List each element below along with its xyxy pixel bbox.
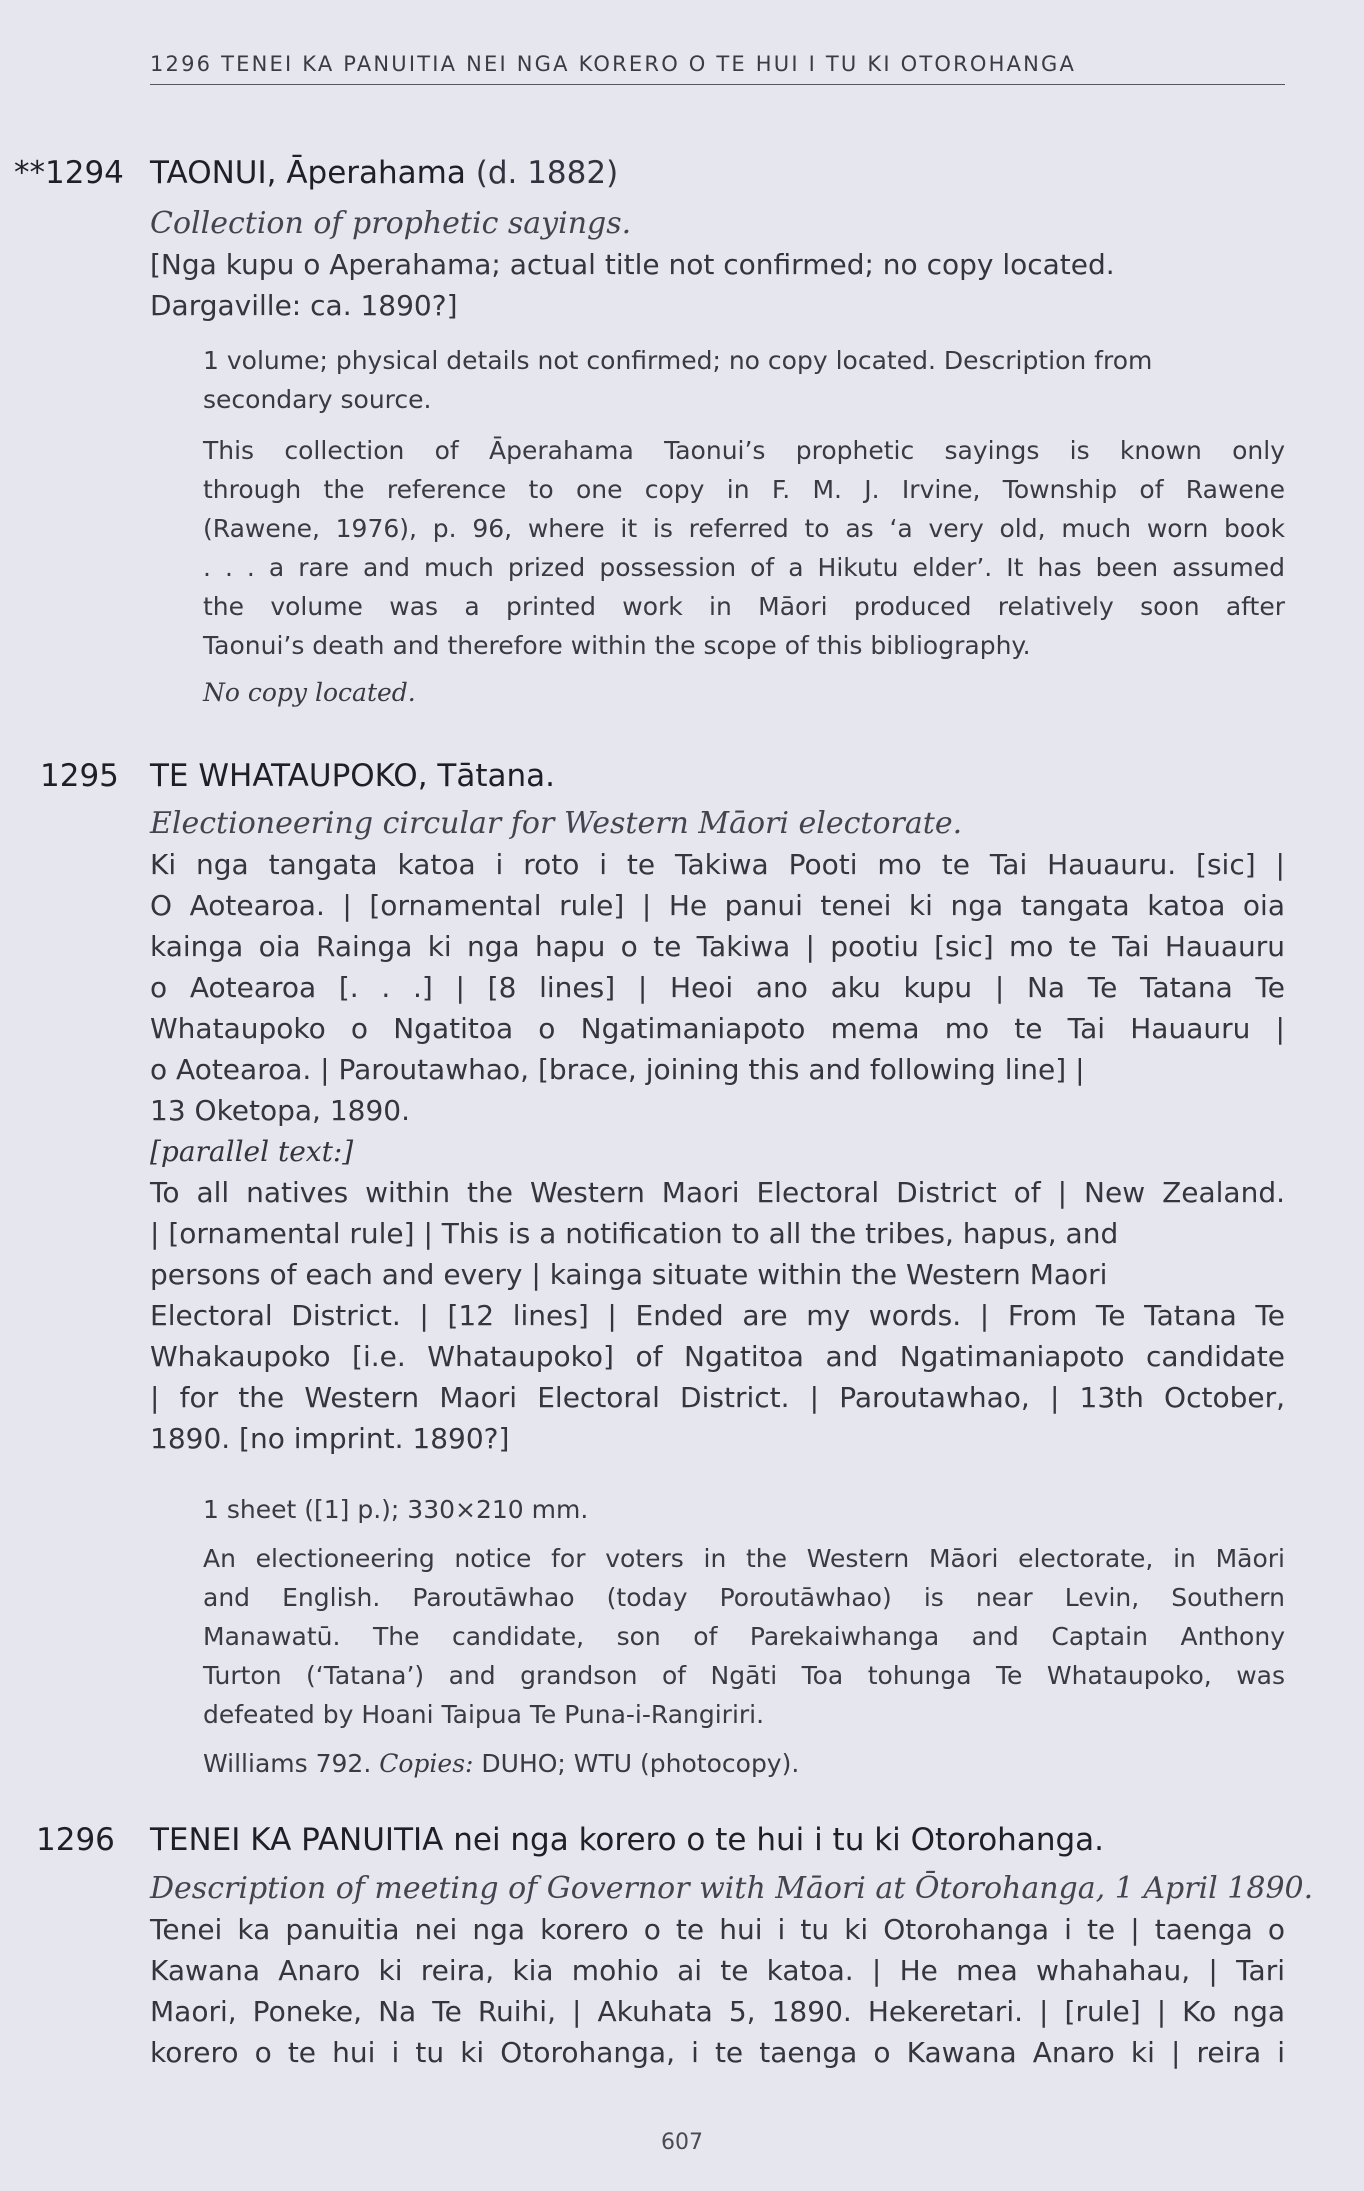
entry-subtitle: Description of meeting of Governor with Māori at Ōtorohanga, 1 April 1890. [150,1871,1314,1906]
transcription-line: Ki nga tangata katoa i roto i te Takiwa Pooti mo te Tai Hauauru. [sic] | [150,848,1285,881]
refs-label: Copies: [379,1749,474,1778]
physical-description [203,341,1285,419]
entry-notes [203,341,1285,712]
entry-number: 1295 [40,758,119,794]
transcription-line: o Aotearoa. | Paroutawhao, [brace, joining this and following line] | [150,1053,1085,1086]
entry-body [150,1868,1314,2073]
transcription-line: o Aotearoa [. . .] | [8 lines] | Heoi ano aku kupu | Na Te Tatana Te [150,971,1285,1004]
transcription-line: kainga oia Rainga ki nga hapu o te Takiwa | pootiu [sic] mo te Tai Hauauru [150,930,1285,963]
entry-heading: TENEI KA PANUITIA nei nga korero o te hui i tu ki Otorohanga. [150,1822,1104,1858]
entry-notes [203,1490,1285,1783]
title-transcription [150,844,1285,1459]
physical-description [203,1490,1285,1529]
note-line: Turton (‘Tatana’) and grandson of Ngāti Toa tohunga Te Whataupoko, was [203,1661,1285,1690]
transcription-line: 1890. [no imprint. 1890?] [150,1422,510,1455]
transcription-line: | [ornamental rule] | This is a notification to all the tribes, hapus, and [150,1217,1119,1250]
annotation [203,431,1285,665]
entry-subtitle: Collection of prophetic sayings. [150,206,632,241]
transcription-line: Maori, Poneke, Na Te Ruihi, | Akuhata 5, 1890. Hekeretari. | [rule] | Ko nga [150,1995,1285,2028]
transcription-line: persons of each and every | kainga situate within the Western Maori [150,1258,1108,1291]
note-line: through the reference to one copy in F. M. J. Irvine, Township of Rawene [203,475,1285,504]
refs-prefix: Williams 792. [203,1749,372,1778]
transcription-line: Electoral District. | [12 lines] | Ended are my words. | From Te Tatana Te [150,1299,1285,1332]
transcription-line: Dargaville: ca. 1890?] [150,289,458,322]
running-head: 1296 TENEI KA PANUITIA NEI NGA KORERO O TE HUI I TU KI OTOROHANGA [150,52,1285,85]
note-line: Manawatū. The candidate, son of Parekaiwhanga and Captain Anthony [203,1622,1285,1651]
copies-note: No copy located. [203,678,416,707]
entry-heading [150,155,618,191]
references-note [203,1744,1285,1783]
note-line: This collection of Āperahama Taonui’s prophetic sayings is known only [203,436,1285,465]
refs-value: DUHO; WTU (photocopy). [481,1749,800,1778]
title-transcription [150,1909,1285,2073]
entry-body [150,803,1285,1459]
note-line: the volume was a printed work in Māori produced relatively soon after [203,592,1285,621]
transcription-line: 13 Oketopa, 1890. [150,1094,411,1127]
note-line: . . . a rare and much prized possession of a Hikutu elder’. It has been assumed [203,553,1285,582]
entry-heading: TE WHATAUPOKO, Tātana. [150,758,555,794]
note-line: 1 sheet ([1] p.); 330×210 mm. [203,1495,589,1524]
heading-name: TAONUI, Āperahama [150,155,466,191]
transcription-line: Kawana Anaro ki reira, kia mohio ai te katoa. | He mea whahahau, | Tari [150,1954,1285,1987]
note-line: (Rawene, 1976), p. 96, where it is referred to as ‘a very old, much worn book [203,514,1285,543]
entry-number: 1296 [36,1822,115,1858]
note-line: and English. Paroutāwhao (today Poroutāwhao) is near Levin, Southern [203,1583,1285,1612]
transcription-line: [parallel text:] [150,1135,354,1168]
note-line: Taonui’s death and therefore within the scope of this bibliography. [203,631,1031,660]
page-number: 607 [661,2130,703,2155]
entry-number: **1294 [14,155,124,191]
annotation [203,1539,1285,1734]
entry-body [150,203,1285,326]
transcription-line: [Nga kupu o Aperahama; actual title not confirmed; no copy located. [150,248,1115,281]
note-line: An electioneering notice for voters in the Western Māori electorate, in Māori [203,1544,1285,1573]
heading-dates: (d. 1882) [475,155,619,191]
entry-subtitle: Electioneering circular for Western Māori electorate. [150,806,963,841]
transcription-line: korero o te hui i tu ki Otorohanga, i te taenga o Kawana Anaro ki | reira i [150,2036,1285,2069]
transcription-line: O Aotearoa. | [ornamental rule] | He panui tenei ki nga tangata katoa oia [150,889,1285,922]
transcription-line: To all natives within the Western Maori Electoral District of | New Zealand. [150,1176,1285,1209]
transcription-line: Whakaupoko [i.e. Whataupoko] of Ngatitoa and Ngatimaniapoto candidate [150,1340,1285,1373]
transcription-line: Whataupoko o Ngatitoa o Ngatimaniapoto mema mo te Tai Hauauru | [150,1012,1285,1045]
transcription-line: | for the Western Maori Electoral District. | Paroutawhao, | 13th October, [150,1381,1285,1414]
note-line: 1 volume; physical details not confirmed; no copy located. Description from [203,346,1153,375]
title-transcription [150,244,1285,326]
transcription-line: Tenei ka panuitia nei nga korero o te hui i tu ki Otorohanga i te | taenga o [150,1913,1285,1946]
note-line: defeated by Hoani Taipua Te Puna-i-Rangiriri. [203,1700,765,1729]
note-line: secondary source. [203,385,432,414]
